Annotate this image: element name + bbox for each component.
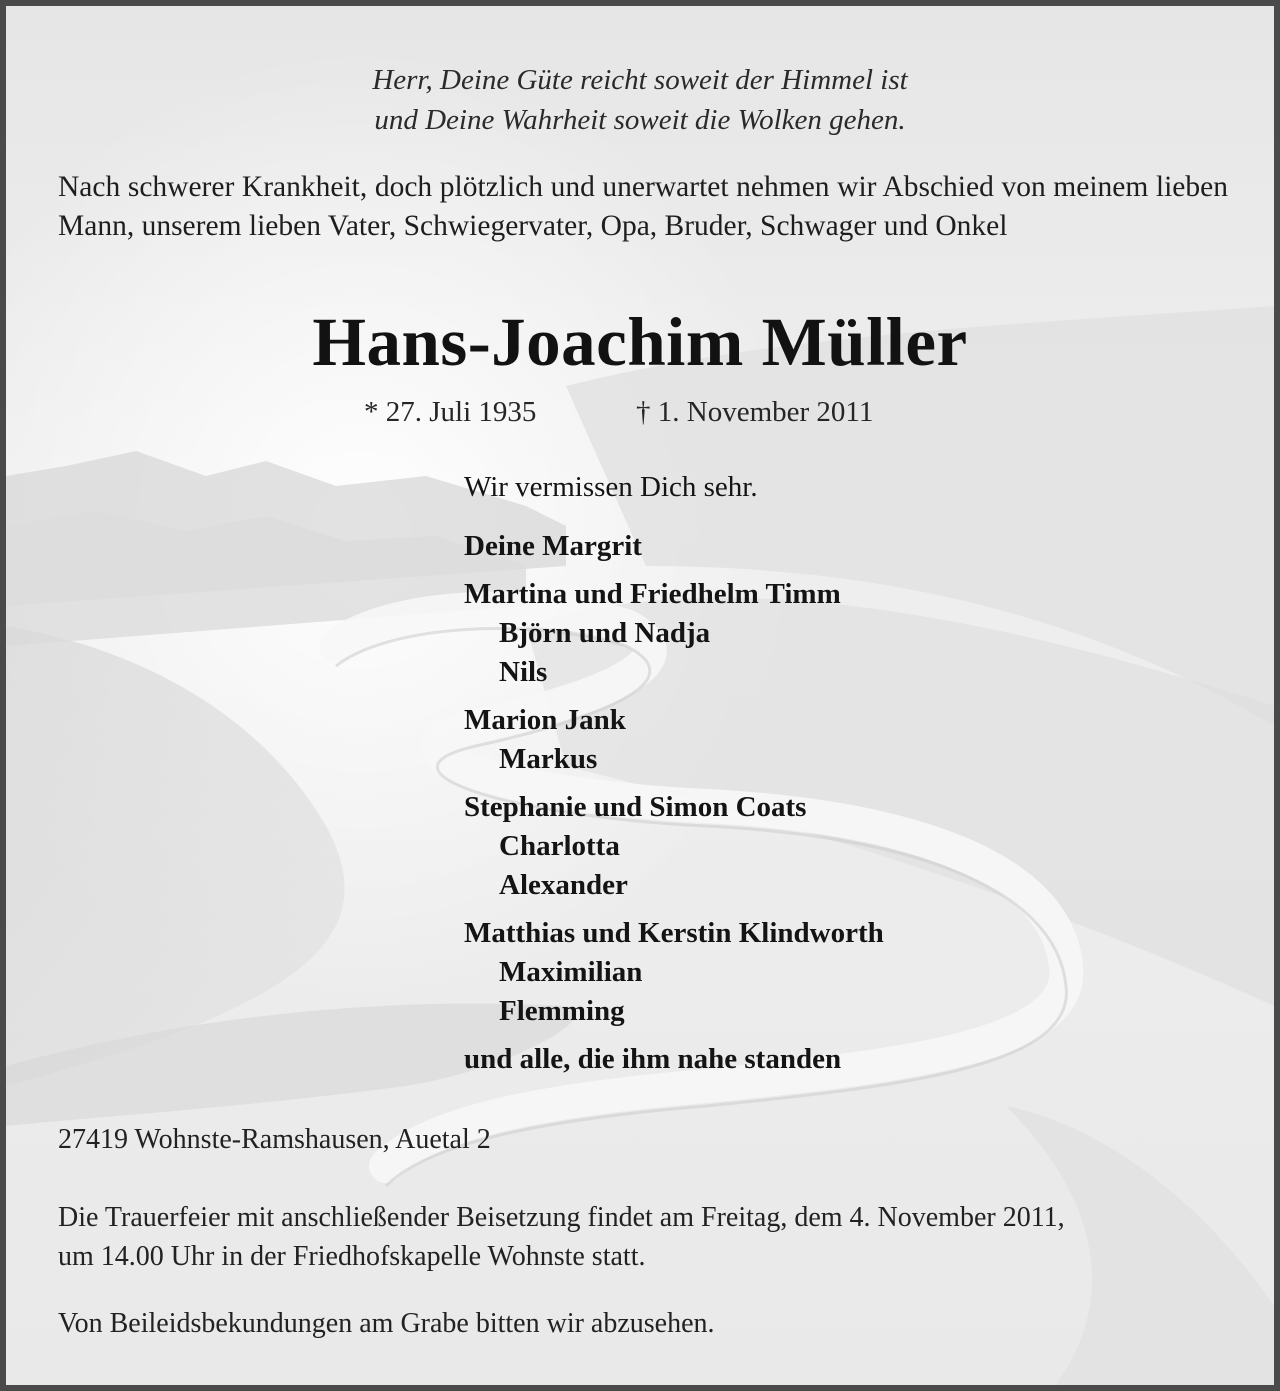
funeral-line-1: Die Trauerfeier mit anschließender Beisetzung findet am Freitag, dem 4. November 2011, [58,1202,1065,1233]
mourner-child: Nils [499,656,548,688]
mourner-name: Martina und Friedhelm Timm [464,578,841,610]
mourner-name: Matthias und Kerstin Klindworth [464,917,884,949]
mourner-name: Deine Margrit [464,530,642,562]
condolence-note: Von Beileidsbekundungen am Grabe bitten wir abzusehen. [58,1308,715,1339]
birth-date: * 27. Juli 1935 [364,396,537,428]
mourner-child: Maximilian [499,956,643,988]
mourner-name: Marion Jank [464,704,626,736]
mourner-group [464,914,884,1031]
death-date: † 1. November 2011 [636,396,874,428]
motto-line-1: Herr, Deine Güte reicht soweit der Himmel ist [372,64,908,96]
mourner-group [464,788,884,905]
mourner-group [464,1040,884,1079]
motto-line-2: und Deine Wahrheit soweit die Wolken gehen. [374,104,906,136]
deceased-name: Hans-Joachim Müller [312,304,968,380]
address: 27419 Wohnste-Ramshausen, Auetal 2 [58,1124,491,1155]
mourner-group [464,527,884,566]
mourner-child: Alexander [499,869,628,901]
mourner-child: Markus [499,743,598,775]
funeral-line-2: um 14.00 Uhr in der Friedhofskapelle Wohnste statt. [58,1241,646,1272]
mourner-name: Stephanie und Simon Coats [464,791,807,823]
mourners-list [464,527,884,1079]
mourner-child: Charlotta [499,830,620,862]
intro-text: Nach schwerer Krankheit, doch plötzlich und unerwartet nehmen wir Abschied von meinem lieben Mann, unserem lieben Vater, Schwiegervater, Opa, Bruder, Schwager und Onkel [58,171,1228,242]
mourner-group [464,701,884,779]
farewell-text: Wir vermissen Dich sehr. [464,471,758,503]
mourner-group [464,575,884,692]
mourner-child: Björn und Nadja [499,617,711,649]
mourner-child: Flemming [499,995,625,1027]
mourner-name: und alle, die ihm nahe standen [464,1043,842,1075]
